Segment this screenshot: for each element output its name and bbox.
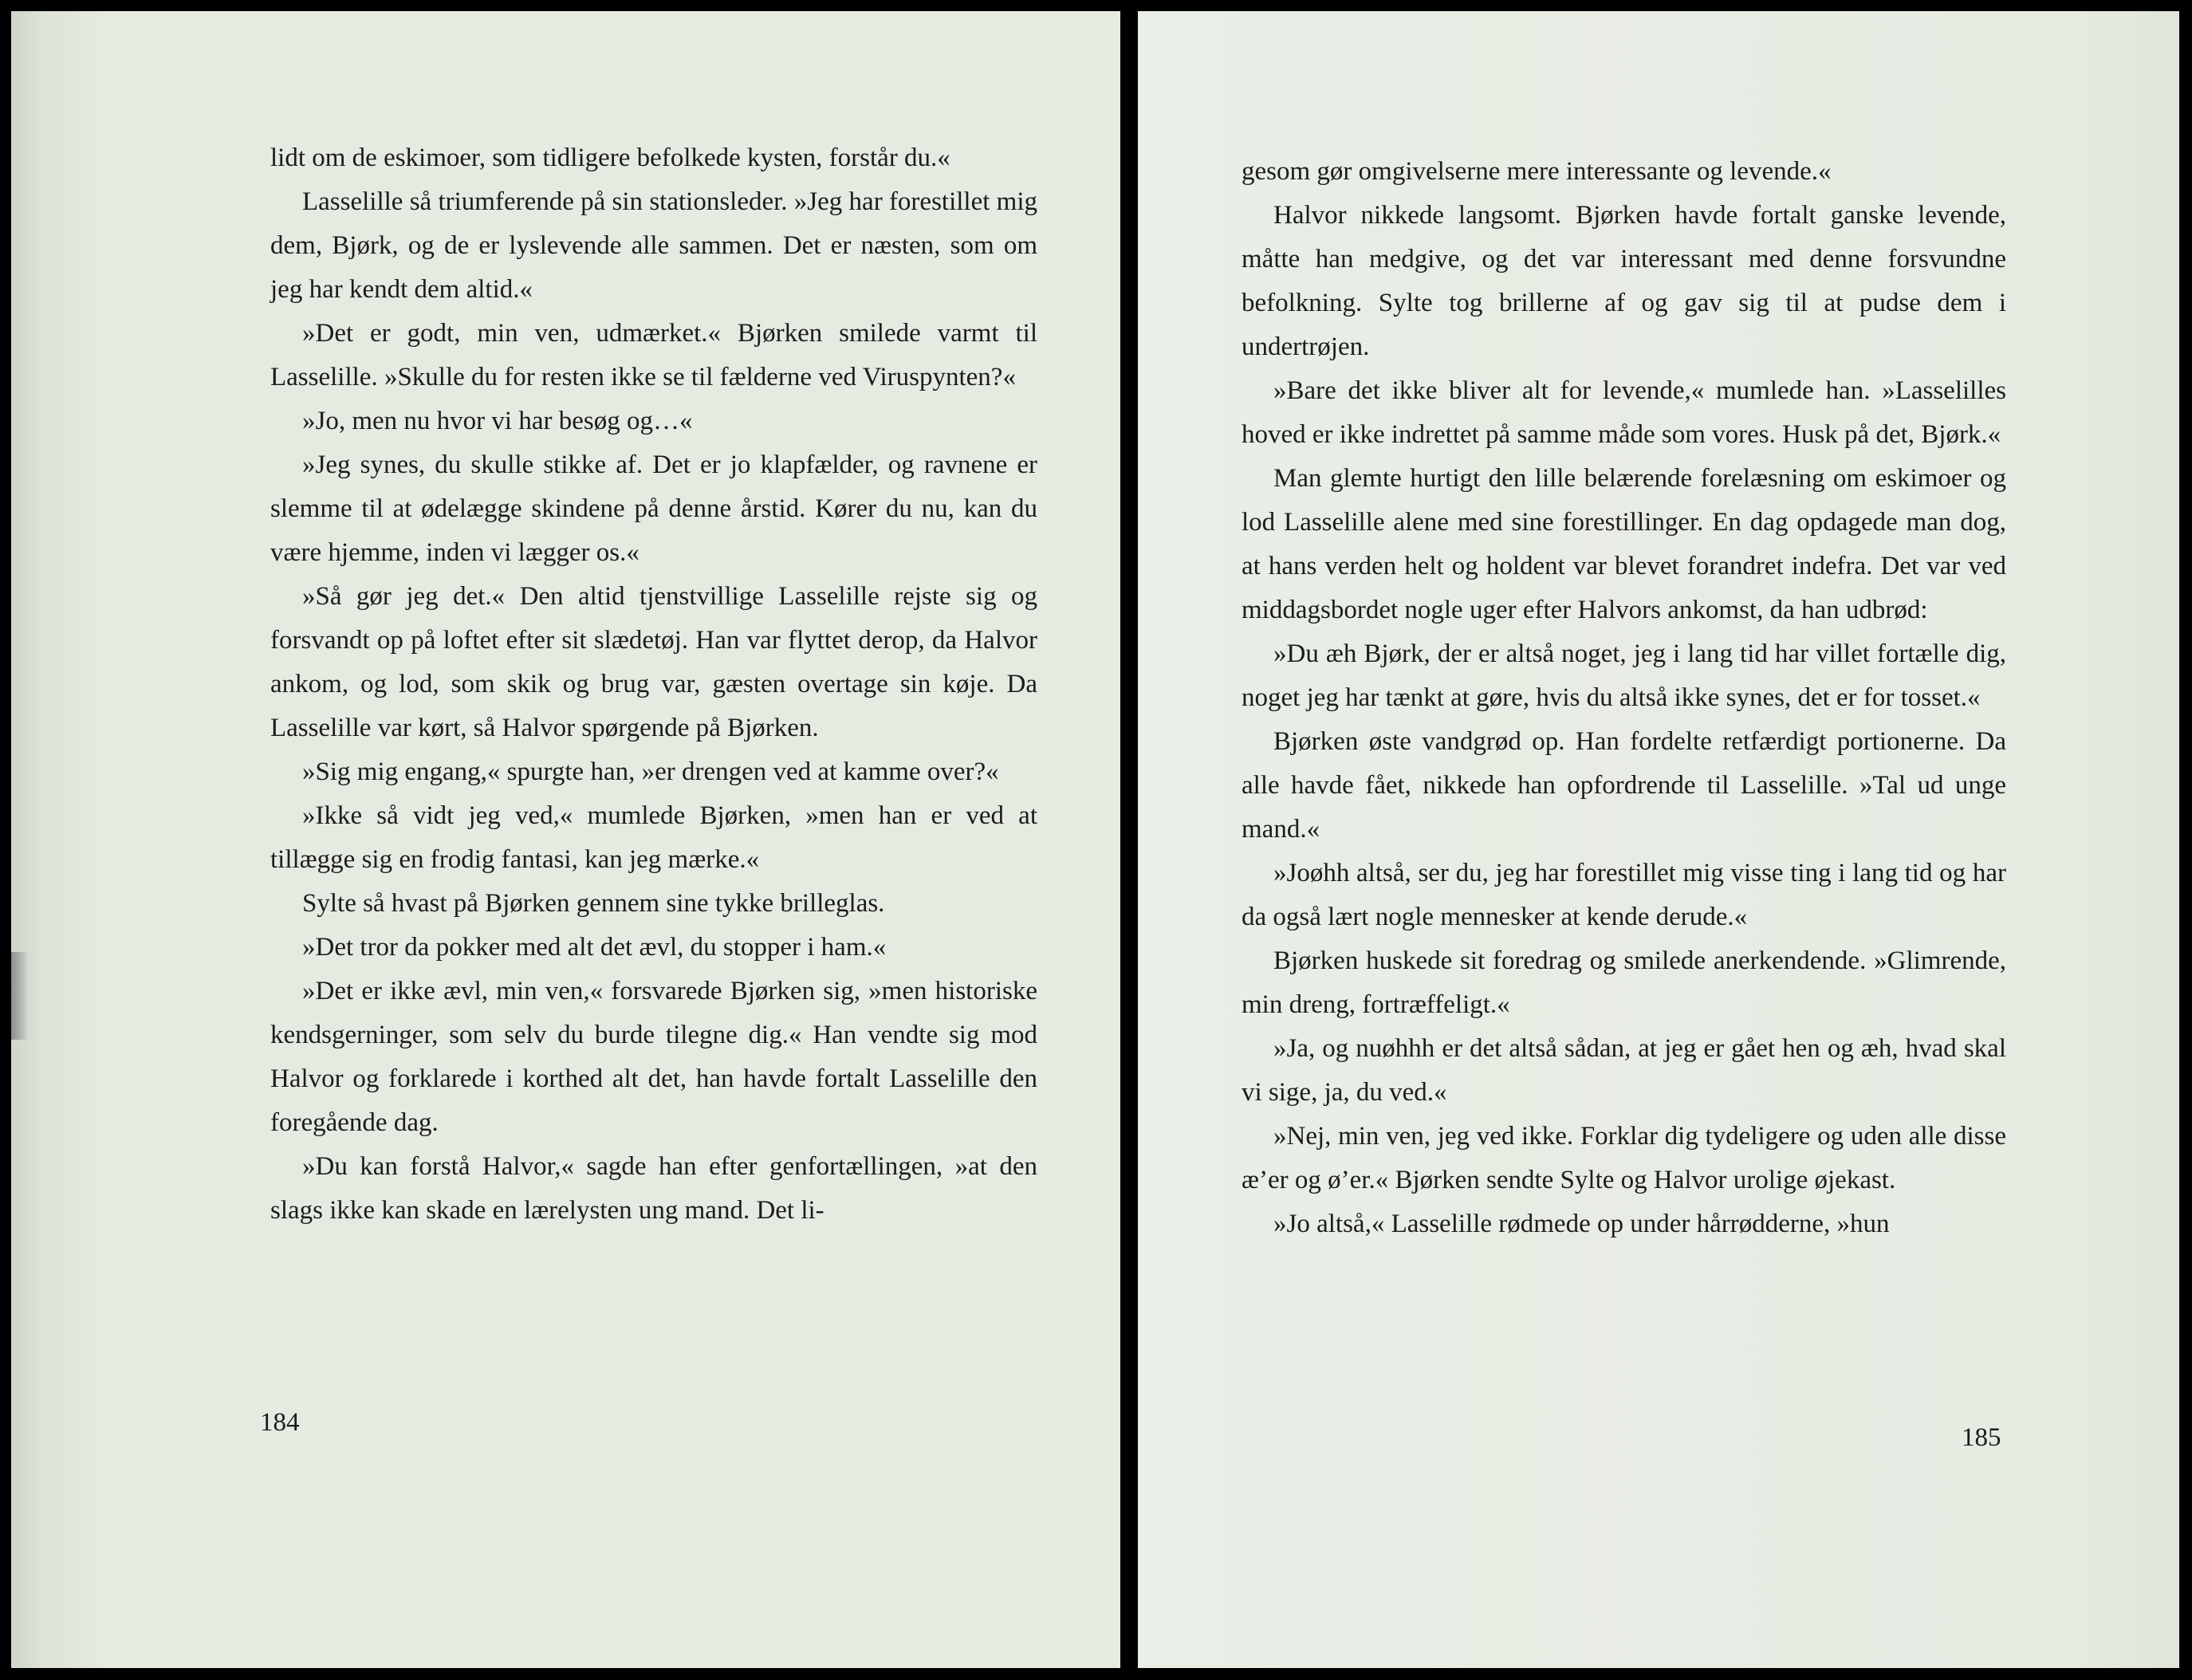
paragraph: »Jeg synes, du skulle stikke af. Det er jo klapfælder, og ravnene er slemme til at ødelægge skindene på denne årstid. Kører du nu, kan du være hjemme, inden vi lægger os.« xyxy=(270,450,1037,567)
paragraph: »Nej, min ven, jeg ved ikke. Forklar dig tydeligere og uden alle disse æ’er og ø’er.« Bjørken sendte Sylte og Halvor urolige øjekast. xyxy=(1242,1122,2006,1194)
binding-shadow xyxy=(11,952,29,1040)
paragraph: »Det er godt, min ven, udmærket.« Bjørken smilede varmt til Lasselille. »Skulle du for resten ikke se til fælderne ved Viruspynten?« xyxy=(270,319,1037,391)
paragraph: »Bare det ikke bliver alt for levende,« mumlede han. »Lasselilles hoved er ikke indrettet på samme måde som vores. Husk på det, Bjørk.« xyxy=(1242,376,2006,449)
paragraph: lidt om de eskimoer, som tidligere befolkede kysten, forstår du.« xyxy=(270,144,950,172)
paragraph: Halvor nikkede langsomt. Bjørken havde fortalt ganske levende, måtte han medgive, og det var interessant med denne forsvundne befolkning. Sylte tog brillerne af og gav sig til at pudse dem i undertrøjen. xyxy=(1242,201,2006,361)
paragraph: »Det tror da pokker med alt det ævl, du stopper i ham.« xyxy=(302,933,887,962)
page-number: 184 xyxy=(260,1408,300,1437)
paragraph: »Så gør jeg det.« Den altid tjenstvillige Lasselille rejste sig og forsvandt op på loftet efter sit slædetøj. Han var flyttet derop, da Halvor ankom, og lod, som skik og brug var, gæsten overtage sin køje. Da Lasselille var kørt, så Halvor spørgende på Bjørken. xyxy=(270,582,1037,742)
paragraph: Man glemte hurtigt den lille belærende forelæsning om eskimoer og lod Lasselille alene med sine forestillinger. En dag opdagede man dog, at hans verden helt og holdent var blevet forandret indefra. Det var ved middagsbordet nogle uger efter Halvors ankomst, da han udbrød: xyxy=(1242,464,2006,624)
paragraph: »Sig mig engang,« spurgte han, »er drengen ved at kamme over?« xyxy=(302,757,999,786)
left-page-text xyxy=(270,136,1037,1233)
paragraph: »Ja, og nuøhhh er det altså sådan, at jeg er gået hen og æh, hvad skal vi sige, ja, du ved.« xyxy=(1242,1034,2006,1107)
paragraph: »Det er ikke ævl, min ven,« forsvarede Bjørken sig, »men historiske kendsgerninger, som selv du burde tilegne dig.« Han vendte sig mod Halvor og forklarede i korthed alt det, han havde fortalt Lasselille den foregående dag. xyxy=(270,977,1037,1137)
paragraph: Bjørken huskede sit foredrag og smilede anerkendende. »Glimrende, min dreng, fortræffeligt.« xyxy=(1242,946,2006,1019)
right-page-text xyxy=(1242,150,2006,1246)
right-page xyxy=(1138,11,2179,1668)
paragraph: »Jo, men nu hvor vi har besøg og…« xyxy=(302,407,693,435)
paragraph: Lasselille så triumferende på sin stationsleder. »Jeg har forestillet mig dem, Bjørk, og de er lyslevende alle sammen. Det er næsten, som om jeg har kendt dem altid.« xyxy=(270,187,1037,304)
paragraph: »Ikke så vidt jeg ved,« mumlede Bjørken, »men han er ved at tillægge sig en frodig fantasi, kan jeg mærke.« xyxy=(270,801,1037,874)
paragraph: Sylte så hvast på Bjørken gennem sine tykke brilleglas. xyxy=(302,889,885,918)
paragraph: gesom gør omgivelserne mere interessante og levende.« xyxy=(1242,157,1832,186)
page-number: 185 xyxy=(1962,1423,2001,1452)
paragraph: »Jo altså,« Lasselille rødmede op under hårrødderne, »hun xyxy=(1273,1210,1890,1238)
paragraph: Bjørken øste vandgrød op. Han fordelte retfærdigt portionerne. Da alle havde fået, nikkede han opfordrende til Lasselille. »Tal ud unge mand.« xyxy=(1242,727,2006,844)
paragraph: »Du kan forstå Halvor,« sagde han efter genfortællingen, »at den slags ikke kan skade en lærelysten ung mand. Det li- xyxy=(270,1152,1037,1225)
paragraph: »Joøhh altså, ser du, jeg har forestillet mig visse ting i lang tid og har da også lært nogle mennesker at kende derude.« xyxy=(1242,859,2006,931)
paragraph: »Du æh Bjørk, der er altså noget, jeg i lang tid har villet fortælle dig, noget jeg har tænkt at gøre, hvis du altså ikke synes, det er for tosset.« xyxy=(1242,639,2006,712)
left-page xyxy=(11,11,1120,1668)
